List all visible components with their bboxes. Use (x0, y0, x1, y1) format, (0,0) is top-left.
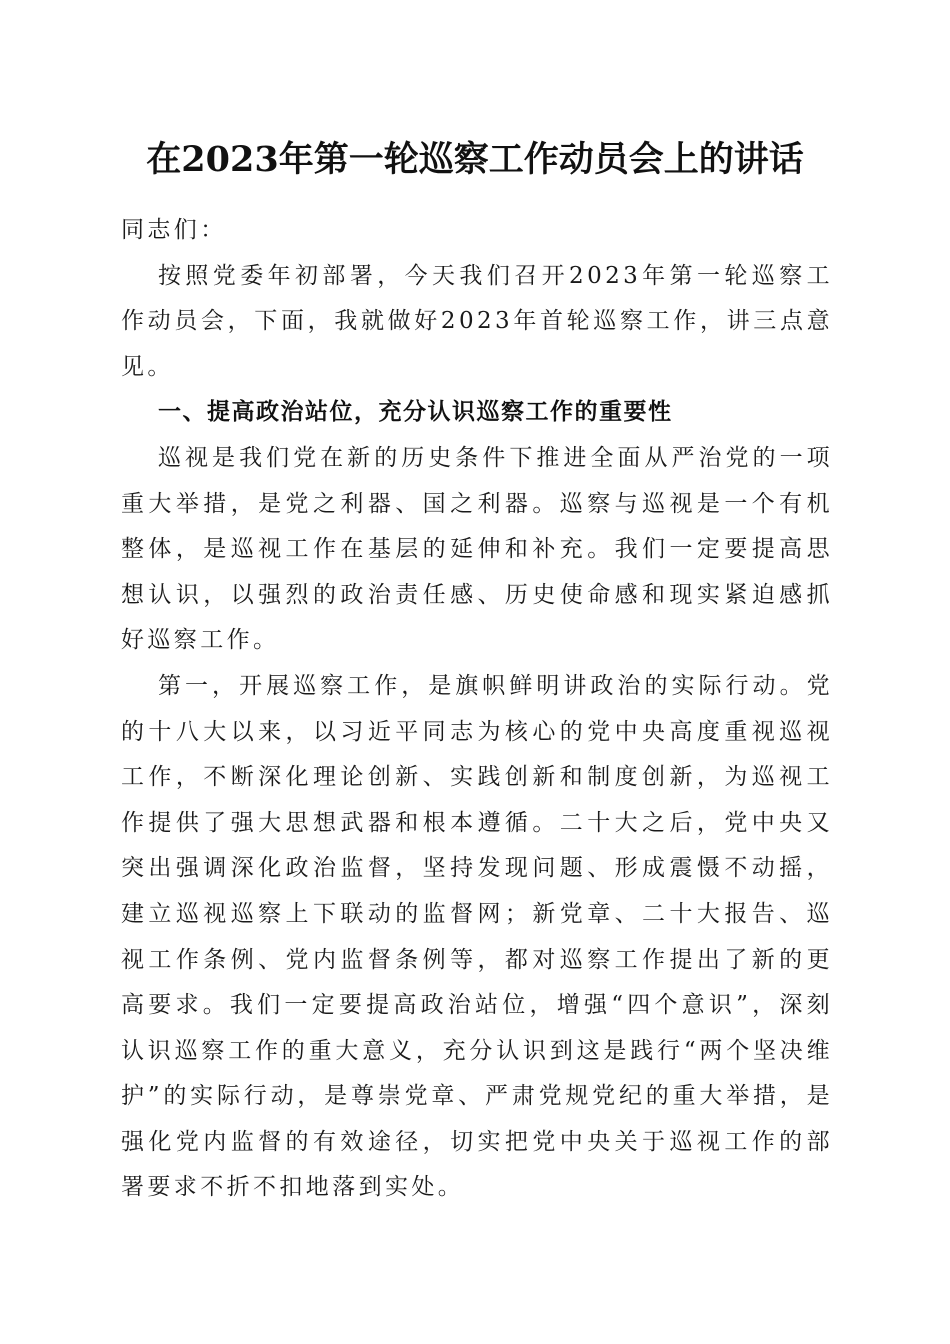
section-heading: 一、提高政治站位，充分认识巡察工作的重要性 (158, 399, 673, 426)
intro-paragraph: 按照党委年初部署，今天我们召开2023年第一轮巡察工作动员会，下面，我就做好2023年首轮巡察工作，讲三点意见。 (121, 262, 833, 380)
document-title: 在2023年第一轮巡察工作动员会上的讲话 (146, 139, 804, 180)
section-paragraph-2: 第一，开展巡察工作，是旗帜鲜明讲政治的实际行动。党的十八大以来，以习近平同志为核心的党中央高度重视巡视工作，不断深化理论创新、实践创新和制度创新，为巡视工作提供了强大思想武器和根本遵循。二十大之后，党中央又突出强调深化政治监督，坚持发现问题、形成震慑不动摇，建立巡视巡察上下联动的监督网；新党章、二十大报告、巡视工作条例、党内监督条例等，都对巡察工作提出了新的更高要求。我们一定要提高政治站位，增强“四个意识”，深刻认识巡察工作的重大意义，充分认识到这是践行“两个坚决维护”的实际行动，是尊崇党章、严肃党规党纪的重大举措，是强化党内监督的有效途径，切实把党中央关于巡视工作的部署要求不折不扣地落到实处。 (121, 672, 833, 1201)
document-body (121, 208, 833, 1211)
section-paragraph-1: 巡视是我们党在新的历史条件下推进全面从严治党的一项重大举措，是党之利器、国之利器。巡察与巡视是一个有机整体，是巡视工作在基层的延伸和补充。我们一定要提高思想认识，以强烈的政治责任感、历史使命感和现实紧迫感抓好巡察工作。 (121, 444, 833, 654)
salutation: 同志们： (121, 217, 227, 243)
